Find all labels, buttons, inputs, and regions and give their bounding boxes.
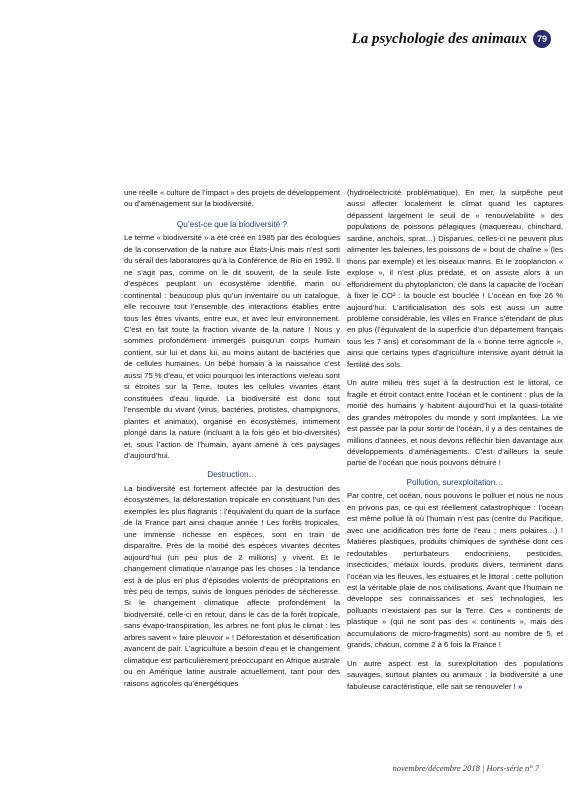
page-number-badge: 79: [533, 30, 551, 48]
paragraph-overexploitation: [347, 658, 563, 692]
section-heading-destruction: Destruction…: [207, 470, 257, 480]
section-heading-biodiversity: Qu’est-ce que la biodiversité ?: [176, 219, 288, 229]
section-heading-pollution: Pollution, surexploitation…: [406, 477, 504, 487]
continue-arrow-icon: »: [517, 681, 523, 691]
left-column: [124, 187, 340, 689]
paragraph-biodiversity: Le terme « biodiversité » a été créé en 1985 par des écologues de la conservation de la nature aux États-Unis mais n’est sorti du sérail des laboratoires qu’à la Conférence de Rio en 1992. Il ne s’agit pas, comme on le dit souvent, de la seule liste d’espèces peuplant un écosystème identifié, marin ou continental : beaucoup plus qu’un inventaire ou un catalogue, elle recouvre tout l’ensemble des interactions établies entre tous les êtres vivants, entre eux, et avec leur environnement. C’est en fait toute la fraction vivante de la nature ! Nous y sommes profondément immergés puisqu’un corps humain contient, sur lui et dans lui, au moins autant de bactéries que de cellules humaines. Un bébé humain à la naissance c’est aussi 75 % d’eau, et voici pourquoi les interactions vie/eau sont si étroites sur la Terre, toutes les cellules vivantes étant constituées d’eau liquide. La biodiversité est donc tout l’ensemble du vivant (virus, bactéries, protistes, champignons, plantes et animaux), organisé en écosystèmes, intimement plongé dans la nature (incluant à la fois géo et bio-diversités) et, sous l’action de l’humain, ayant amené à ces paysages d’aujourd’hui.: [124, 233, 340, 460]
paragraph-destruction: La biodiversité est fortement affectée par la destruction des écosystèmes, la déforestation tropicale en constituant l’un des exemples les plus flagrants : l’équivalent du quart de la surface de la France part ainsi chaque année ! Les forêts tropicales, une immense richesse en espèces, sont en train de disparaître. Près de la moitié des espèces vivantes décrites aujourd’hui (un peu plus de 2 millions) y vivent. Et le changement climatique n’arrange pas les choses : la tendance est à de plus en plus d’épisodes violents de précipitations en très peu de temps, suivis de longues périodes de sécheresse. Si le changement climatique affecte profondément la biodiversité, celle-ci en retour, dans le cas de la forêt tropicale, sans évapo-transpiration, les arbres ne font plus le climat : les arbres savent « faire pleuvoir » ! Déforestation et désertification avancent de pair. L’agriculture a besoin d’eau et le changement climatique est particulièrement préoccupant en Afrique australe ou en Amérique latine australe actuellement, tant pour des raisons agricoles qu’énergétiques: [124, 483, 340, 688]
overexploitation-text: Un autre aspect est la surexploitation des populations sauvages, surtout plantes ou animaux : la biodiversité a une fabuleuse caractéristique, elle sait se renouveler !: [347, 658, 563, 691]
right-column: [347, 187, 563, 692]
paragraph-littoral: Un autre milieu très sujet à la destruction est le littoral, ce fragile et étroit contact entre l’océan et le continent : plus de la moitié des humains y habitent aujourd’hui et la quasi-totalité des grandes métropoles du monde y sont implantées. La vie est passée par là pour sortir de l’océan, il y a des centaines de millions d’années, et nous devons réfléchir bien davantage aux développements d’aménagements. C’est d’ailleurs la seule partie de l’océan que nous pouvons détruire !: [347, 378, 563, 468]
paragraph-overfishing: (hydroélectricité problématique). En mer, la surpêche peut aussi affecter localement le climat quand les captures dépassent largement le seuil de « renouvelabilité » des populations de poissons pélagiques (maquereau, chinchard, sardine, anchois, sprat…) Disparues, celles-ci ne peuvent plus alimenter les baleines, les poissons de « bout de chaîne » (les thons par exemple) et les oiseaux marins. Et le zooplancton « explose », il n’est plus prédaté, et on assiste alors à un effondrement du phytoplancton, clé dans la capacité de l’océan à fixer le CO² : la boucle est bouclée ! L’océan en fixe 26 % aujourd’hui. L’artificialisation des sols est aussi un autre problème considérable, les villes en France s’étendant de plus en plus (l’équivalent de la superficie d’un département français tous les 7 ans) et consommant de la « bonne terre agricole », ainsi que certains types d’agriculture intensive ayant détruit la fertilité des sols.: [347, 188, 563, 369]
paragraph-pollution: Par contre, cet océan, nous pouvons le polluer et nous ne nous en privons pas, ce qui est réellement catastrophique : l’océan est même pollué là où l’humain n’est pas (centre du Pacifique, avec une acidification très forte de l’eau ; mers polaires…) ! Matières plastiques, produits chimiques de synthèse dont ces redoutables perturbateurs endocriniens, pesticides, insecticides, métaux lourds, produits divers, terminent dans l’océan via les fleuves, les estuaires et le littoral : cette pollution est la véritable plaie de nos civilisations. Avant que l’humain ne développe ses connaissances et ses technologies, les polluants n’existaient pas sur la Terre. Ces « continents de plastique » (qui ne sont pas des « continents », mais des accumulations de micro-fragments) sont au nombre de 5, et grands, chacun, comme 2 à 6 fois la France !: [347, 491, 563, 650]
publication-title: La psychologie des animaux: [351, 30, 527, 47]
page-footer: novembre/décembre 2018 | Hors-série n° 7: [392, 763, 539, 773]
intro-paragraph: une réelle « culture de l’impact » des projets de développement ou d’aménagement sur la biodiversité.: [124, 188, 340, 209]
running-header: [352, 30, 551, 48]
